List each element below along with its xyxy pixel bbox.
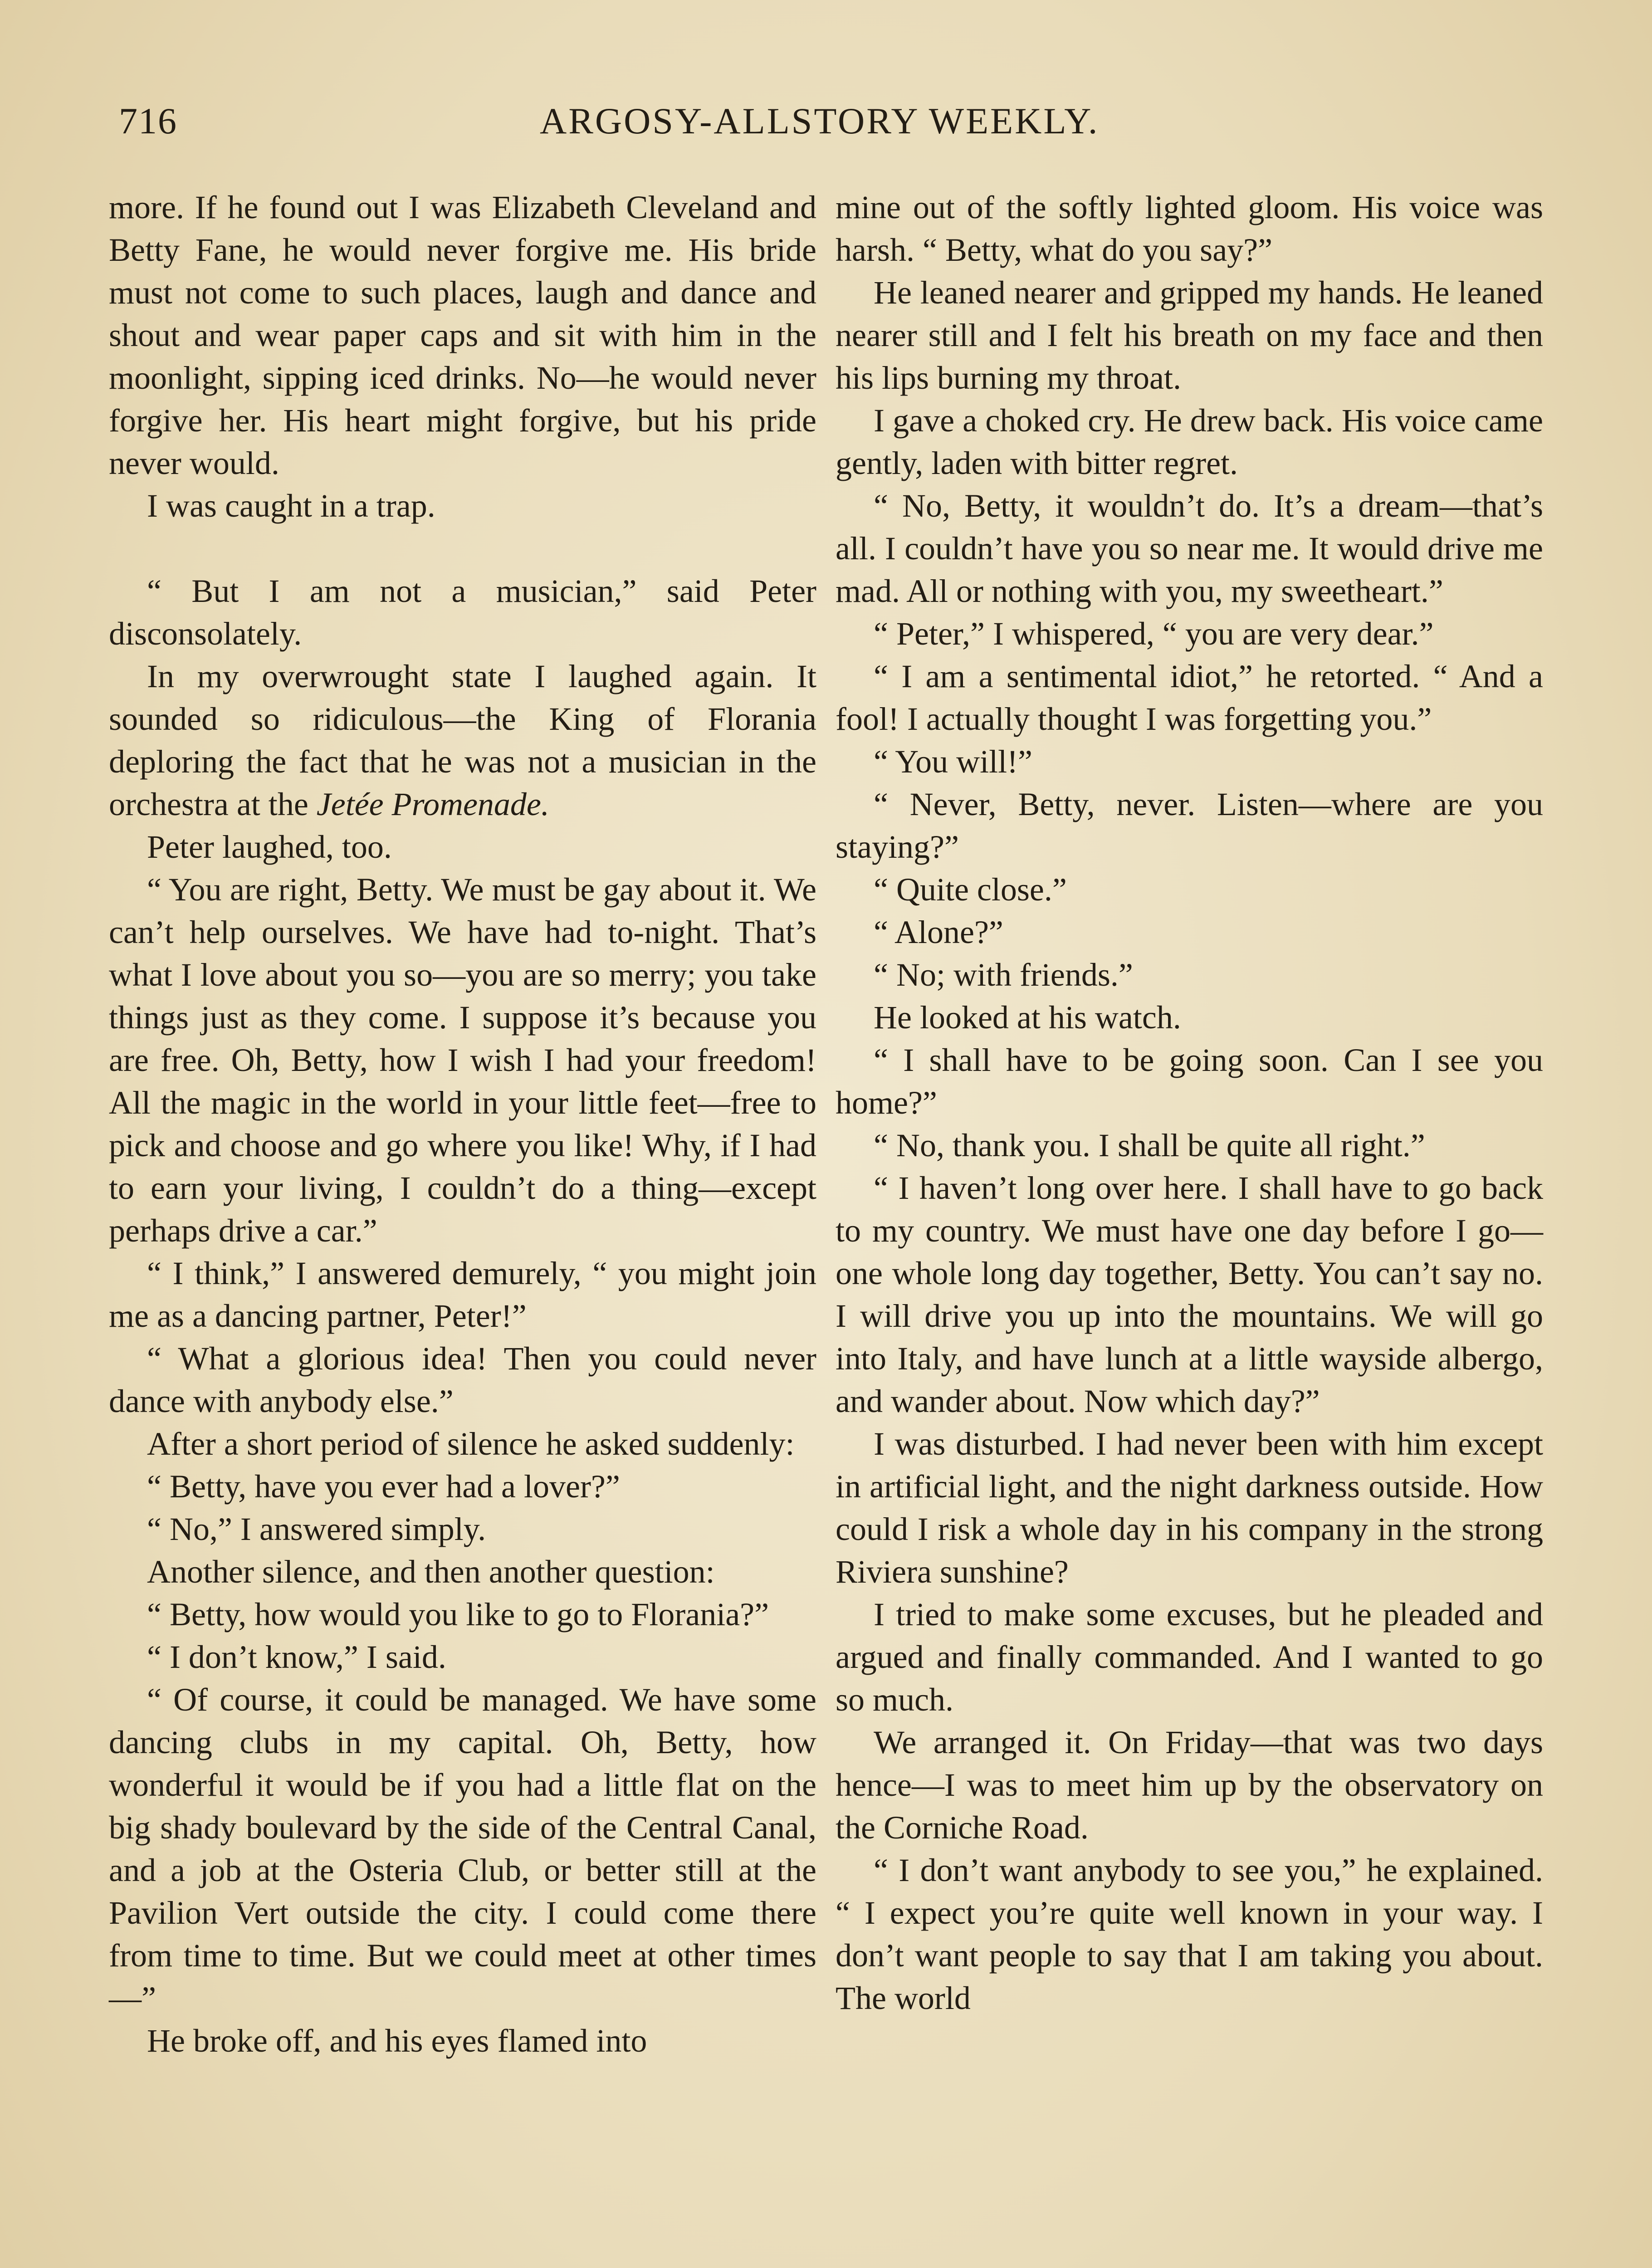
- paragraph: “ You are right, Betty. We must be gay about it. We can’t help ourselves. We have had to-night. That’s what I love about you so—you are so merry; you take things just as they come. I suppose it’s because you are free. Oh, Betty, how I wish I had your freedom! All the magic in the world in your little feet—free to pick and choose and go where you like! Why, if I had to earn your living, I couldn’t do a thing—except perhaps drive a car.”: [109, 871, 816, 1249]
- paragraph: “ Quite close.”: [874, 871, 1067, 908]
- paragraph: “ No; with friends.”: [874, 957, 1133, 993]
- paragraph-text: In my overwrought state I laughed again. It sounded so ridiculous—the King of Florania deploring the fact that he was not a musician in the orchestra at the: [109, 658, 816, 822]
- page-header: [0, 100, 1652, 154]
- paragraph: Another silence, and then another question:: [147, 1554, 715, 1590]
- paragraph: He looked at his watch.: [874, 999, 1181, 1036]
- paragraph: “ I don’t want anybody to see you,” he explained. “ I expect you’re quite well known in your way. I don’t want people to say that I am taking you about. The world: [836, 1852, 1543, 2016]
- paragraph: We arranged it. On Friday—that was two days hence—I was to meet him up by the observatory on the Corniche Road.: [836, 1724, 1543, 1846]
- paragraph: “ Peter,” I whispered, “ you are very dear.”: [874, 616, 1434, 652]
- italic-place-name: Jetée Promenade.: [316, 786, 549, 822]
- paragraph: I gave a choked cry. He drew back. His voice came gently, laden with bitter regret.: [836, 402, 1543, 481]
- paragraph: “ No,” I answered simply.: [147, 1511, 486, 1547]
- paragraph: He leaned nearer and gripped my hands. He leaned nearer still and I felt his breath on my face and then his lips burning my throat.: [836, 274, 1543, 396]
- left-column: [109, 186, 816, 2062]
- paragraph: “ I shall have to be going soon. Can I see you home?”: [836, 1042, 1543, 1121]
- paragraph: “ I am a sentimental idiot,” he retorted. “ And a fool! I actually thought I was forgetting you.”: [836, 658, 1543, 737]
- paragraph: “ No, thank you. I shall be quite all right.”: [874, 1127, 1425, 1163]
- running-title: ARGOSY-ALLSTORY WEEKLY.: [540, 100, 1100, 142]
- paragraph: “ What a glorious idea! Then you could never dance with anybody else.”: [109, 1340, 816, 1419]
- paragraph: “ I haven’t long over here. I shall have to go back to my country. We must have one day before I go—one whole long day together, Betty. You can’t say no. I will drive you up into the mountains. We will go into Italy, and have lunch at a little wayside albergo, and wander about. Now which day?”: [836, 1170, 1543, 1419]
- section-break: [109, 527, 816, 570]
- paragraph: “ I don’t know,” I said.: [147, 1639, 446, 1675]
- paragraph: more. If he found out I was Elizabeth Cleveland and Betty Fane, he would never forgive me. His bride must not come to such places, laugh and dance and shout and wear paper caps and sit with him in the moonlight, sipping iced drinks. No—he would never forgive her. His heart might forgive, but his pride never would.: [109, 189, 816, 481]
- paragraph: After a short period of silence he asked suddenly:: [147, 1426, 795, 1462]
- paragraph: [109, 655, 816, 826]
- paragraph: “ Betty, have you ever had a lover?”: [147, 1468, 620, 1505]
- paragraph: “ No, Betty, it wouldn’t do. It’s a dream—that’s all. I couldn’t have you so near me. It would drive me mad. All or nothing with you, my sweetheart.”: [836, 488, 1543, 609]
- paragraph: I was disturbed. I had never been with him except in artificial light, and the night darkness outside. How could I risk a whole day in his company in the strong Riviera sunshine?: [836, 1426, 1543, 1590]
- paragraph: Peter laughed, too.: [147, 829, 392, 865]
- right-column: [836, 186, 1543, 2019]
- paragraph: “ Never, Betty, never. Listen—where are you staying?”: [836, 786, 1543, 865]
- paragraph: mine out of the softly lighted gloom. His voice was harsh. “ Betty, what do you say?”: [836, 189, 1543, 268]
- paragraph: “ Alone?”: [874, 914, 1003, 950]
- paragraph: He broke off, and his eyes flamed into: [147, 2023, 647, 2059]
- paragraph: “ But I am not a musician,” said Peter disconsolately.: [109, 573, 816, 652]
- paragraph: “ Of course, it could be managed. We have some dancing clubs in my capital. Oh, Betty, how wonderful it would be if you had a little flat on the big shady boulevard by the side of the Central Canal, and a job at the Osteria Club, or better still at the Pavilion Vert outside the city. I could come there from time to time. But we could meet at other times—”: [109, 1681, 816, 2016]
- paragraph: “ You will!”: [874, 743, 1033, 780]
- paragraph: I was caught in a trap.: [147, 488, 435, 524]
- paragraph: “ I think,” I answered demurely, “ you might join me as a dancing partner, Peter!”: [109, 1255, 816, 1334]
- paragraph: I tried to make some excuses, but he pleaded and argued and finally commanded. And I wanted to go so much.: [836, 1596, 1543, 1718]
- paragraph: “ Betty, how would you like to go to Florania?”: [147, 1596, 769, 1633]
- page-number: 716: [119, 100, 177, 142]
